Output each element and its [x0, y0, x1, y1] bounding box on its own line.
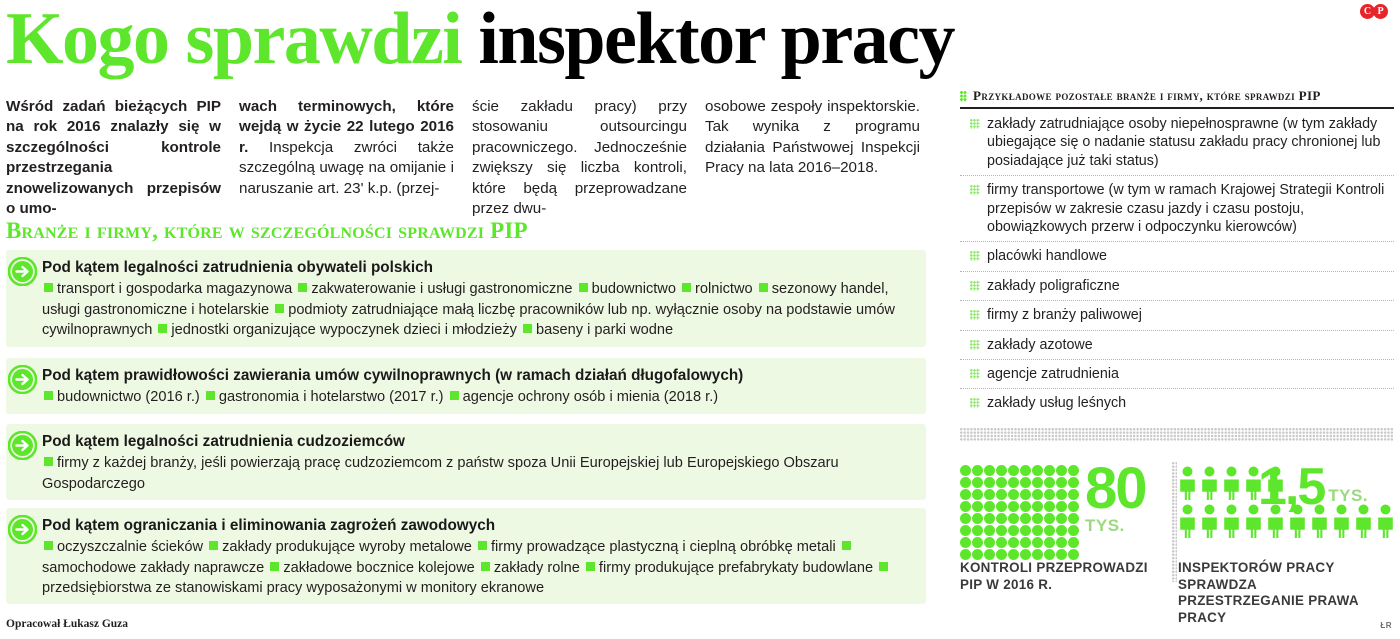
bullet-square-icon: [270, 562, 279, 571]
grid-dot: [972, 489, 983, 500]
sidebar-divider: [960, 107, 1394, 109]
grid-dot: [1020, 477, 1031, 488]
grid-dot: [972, 549, 983, 560]
grid-dot: [996, 465, 1007, 476]
panel-1-item-7: baseny i parki wodne: [536, 322, 674, 338]
grid-dot: [1008, 525, 1019, 536]
panel-4-heading: Pod kątem ograniczania i eliminowania zagrożeń zawodowych: [42, 517, 496, 534]
left-section-title: Branże i firmy, które w szczególności sprawdzi PIP: [6, 218, 528, 243]
bullet-square-icon: [206, 391, 215, 400]
arrow-right-icon: [8, 431, 37, 460]
credit-line: Opracował Łukasz Guza: [6, 618, 129, 630]
grid-dot: [996, 477, 1007, 488]
logo-p-icon: P: [1373, 4, 1388, 19]
grid-dot: [1056, 477, 1067, 488]
panel-1-item-4: sezonowy handel, usługi gastronomiczne i hotelarskie: [42, 281, 889, 318]
grid-dot: [960, 513, 971, 524]
grid-dot: [1068, 513, 1079, 524]
bullet-square-icon: [450, 391, 459, 400]
panel-1-item-3: rolnictwo: [695, 281, 753, 297]
grid-dot: [972, 477, 983, 488]
sidebar-list: [960, 110, 1394, 418]
bullet-square-icon: [579, 283, 588, 292]
list-item-label: zakłady azotowe: [987, 336, 1093, 353]
lede-col1-bold: Wśród zadań bieżących PIP na rok 2016 znalazły się w szczególności kontrole przestrzegania znowelizowanych przepisów o umo-: [6, 98, 221, 218]
grid-dot: [984, 513, 995, 524]
panel-4-item-4: zakładowe bocznice kolejowe: [283, 559, 475, 576]
list-item-label: zakłady zatrudniające osoby niepełnosprawne (w tym zakłady ubiegające się o nadanie statusu zakładu pracy chronionej lub posiadające już taki status): [987, 116, 1381, 169]
grid-dot: [1008, 489, 1019, 500]
grid-dot: [1056, 549, 1067, 560]
panel-4-item-2: firmy prowadzące plastyczną i cieplną obróbkę metali: [490, 539, 836, 555]
bullet-square-icon: [298, 283, 307, 292]
grid-dot: [1068, 549, 1079, 560]
person-icon: [1200, 504, 1219, 538]
stat-inspektorzy-value: 1,5: [1258, 458, 1325, 516]
grid-dot: [1056, 489, 1067, 500]
grid-dot: [1068, 501, 1079, 512]
dot-bullet-icon: [970, 119, 980, 129]
person-icon: [1178, 466, 1197, 500]
bullet-square-icon: [586, 562, 595, 571]
grid-dot: [960, 537, 971, 548]
grid-dot: [1032, 513, 1043, 524]
grid-dot: [1044, 477, 1055, 488]
lede-column-4: [705, 97, 920, 219]
panel-4-item-1: zakłady produkujące wyroby metalowe: [222, 539, 472, 555]
grid-dot: [972, 537, 983, 548]
page-title: [6, 0, 1336, 82]
grid-dot: [1056, 501, 1067, 512]
lede-col4-text: osobowe zespoły inspektorskie. Tak wynika z programu działania Państwowej Inspekcji Pracy na lata 2016–2018.: [705, 98, 920, 177]
dotted-marker-icon: [960, 91, 967, 102]
grid-dot: [1056, 513, 1067, 524]
person-icon: [1376, 504, 1395, 538]
grid-dot: [1032, 465, 1043, 476]
dot-bullet-icon: [970, 251, 980, 261]
dot-bullet-icon: [970, 310, 980, 320]
arrow-right-icon: [8, 515, 37, 544]
panel-2-item-0: budownictwo (2016 r.): [57, 389, 200, 405]
grid-dot: [1068, 537, 1079, 548]
grid-dot: [1020, 465, 1031, 476]
grid-dot: [960, 525, 971, 536]
bullet-square-icon: [275, 304, 284, 313]
grid-dot: [984, 501, 995, 512]
bullet-square-icon: [879, 562, 888, 571]
grid-dot: [1044, 465, 1055, 476]
panel-4-item-3: samochodowe zakłady naprawcze: [42, 559, 265, 576]
panel-3-items: [42, 453, 916, 494]
grid-dot: [996, 501, 1007, 512]
headline-black: inspektor pracy: [478, 0, 955, 80]
panel-umowy-cywilnoprawne: [6, 358, 926, 414]
grid-dot: [1008, 513, 1019, 524]
list-item: [960, 272, 1394, 301]
list-item-label: firmy transportowe (w tym w ramach Krajowej Strategii Kontroli przepisów w zakresie czasu jazdy i czasu postoju, obowiązkowych przerw i odpoczynku kierowców): [987, 182, 1385, 236]
panel-1-item-2: budownictwo: [591, 281, 676, 297]
intro-text: [6, 97, 932, 219]
grid-dot: [1008, 477, 1019, 488]
grid-dot: [960, 465, 971, 476]
person-icon: [1178, 504, 1197, 538]
list-item: [960, 176, 1394, 242]
grid-dot: [972, 465, 983, 476]
list-item: [960, 301, 1394, 330]
panel-4-item-7: przedsiębiorstwa ze stanowiskami pracy wyposażonymi w monitory ekranowe: [42, 580, 545, 596]
lede-col2-regular: Inspekcja zwróci także szczególną uwagę na omijanie i naruszanie art. 23' k.p. (przej-: [239, 138, 454, 197]
grid-dot: [1008, 537, 1019, 548]
dot-bullet-icon: [970, 398, 980, 408]
grid-dot: [1032, 549, 1043, 560]
panel-4-item-5: zakłady rolne: [493, 559, 580, 576]
bullet-square-icon: [44, 391, 53, 400]
dotted-band-divider: [960, 428, 1394, 441]
grid-dot: [1032, 537, 1043, 548]
stat-kontrole-unit: TYS.: [1085, 516, 1125, 535]
grid-dot: [1044, 525, 1055, 536]
panel-2-heading: Pod kątem prawidłowości zawierania umów cywilnoprawnych (w ramach działań długofalowych): [42, 367, 744, 384]
panel-1-item-5: podmioty zatrudniające małą liczbę pracowników lub np. wyłącznie osoby na podstawie umów cywilnoprawnych: [42, 301, 895, 338]
bullet-square-icon: [523, 324, 532, 333]
grid-dot: [972, 501, 983, 512]
panel-2-items: [42, 387, 916, 408]
panel-1-heading: Pod kątem legalności zatrudnienia obywateli polskich: [42, 259, 434, 276]
grid-dot: [1008, 501, 1019, 512]
list-item-label: zakłady usług leśnych: [987, 395, 1127, 412]
bullet-square-icon: [44, 283, 53, 292]
grid-dot: [984, 489, 995, 500]
stat-inspektorzy-number-block: [1258, 458, 1369, 516]
grid-dot: [1032, 525, 1043, 536]
grid-dot: [1020, 549, 1031, 560]
person-icon: [1222, 466, 1241, 500]
grid-dot: [1044, 537, 1055, 548]
stat-kontrole-caption: KONTROLI PRZEPROWADZI PIP W 2016 R.: [960, 560, 1148, 592]
panel-1-item-6: jednostki organizujące wypoczynek dzieci i młodzieży: [171, 322, 517, 338]
grid-dot: [1020, 513, 1031, 524]
grid-dot: [996, 537, 1007, 548]
grid-dot: [1068, 525, 1079, 536]
list-item-label: agencje zatrudnienia: [987, 366, 1119, 383]
list-item: [960, 331, 1394, 360]
grid-dot: [1068, 465, 1079, 476]
stat-kontrole: [960, 456, 1160, 626]
grid-dot: [984, 477, 995, 488]
stat-inspektorzy-unit: TYS.: [1328, 486, 1369, 505]
stat-inspektorzy-caption: INSPEKTORÓW PRACY SPRAWDZA PRZESTRZEGANIE PRAWA PRACY: [1178, 560, 1359, 625]
list-item-label: firmy z branży paliwowej: [987, 307, 1142, 324]
grid-dot: [1032, 489, 1043, 500]
list-item: [960, 242, 1394, 271]
panel-1-item-1: zakwaterowanie i usługi gastronomiczne: [311, 281, 573, 297]
grid-dot: [1056, 465, 1067, 476]
grid-dot: [1020, 525, 1031, 536]
stat-kontrole-number-block: [1085, 456, 1146, 536]
sidebar-title-row: [960, 88, 1394, 104]
panel-3-heading: Pod kątem legalności zatrudnienia cudzoziemców: [42, 433, 405, 450]
bullet-square-icon: [44, 457, 53, 466]
grid-dot: [972, 513, 983, 524]
sidebar-title: Przykładowe pozostałe branże i firmy, które sprawdzi PIP: [973, 88, 1321, 103]
lede-col3-text: ście zakładu pracy) przy stosowaniu outsourcingu pracowniczego. Jednocześnie zwiększy się liczba kontroli, które będą przeprowadzane przez dwu-: [472, 98, 687, 218]
list-item: [960, 389, 1394, 417]
designer-mark: ŁR: [1380, 621, 1392, 630]
panel-cudzoziemcy: [6, 424, 926, 500]
grid-dot: [1056, 537, 1067, 548]
dot-grid-icon: [960, 465, 1079, 560]
grid-dot: [1068, 477, 1079, 488]
grid-dot: [1032, 477, 1043, 488]
grid-dot: [1044, 489, 1055, 500]
lede-column-3: [472, 97, 687, 219]
grid-dot: [1020, 537, 1031, 548]
person-icon: [1200, 466, 1219, 500]
lede-column-2: [239, 97, 454, 219]
stat-kontrole-visual: [960, 456, 1160, 554]
stat-kontrole-value: 80: [1085, 456, 1146, 521]
grid-dot: [1020, 501, 1031, 512]
dot-bullet-icon: [970, 340, 980, 350]
dot-bullet-icon: [970, 281, 980, 291]
headline-green: Kogo sprawdzi: [6, 0, 462, 80]
grid-dot: [1044, 501, 1055, 512]
grid-dot: [984, 465, 995, 476]
grid-dot: [1020, 489, 1031, 500]
arrow-right-icon: [8, 365, 37, 394]
bullet-square-icon: [44, 541, 53, 550]
panel-2-item-1: gastronomia i hotelarstwo (2017 r.): [218, 389, 444, 405]
panel-zagrozenia-zawodowe: [6, 508, 926, 604]
grid-dot: [996, 525, 1007, 536]
list-item-label: zakłady poligraficzne: [987, 277, 1120, 294]
grid-dot: [960, 477, 971, 488]
panel-2-item-2: agencje ochrony osób i mienia (2018 r.): [462, 389, 719, 405]
grid-dot: [996, 549, 1007, 560]
panel-4-item-6: firmy produkujące prefabrykaty budowlane: [598, 559, 874, 576]
grid-dot: [984, 549, 995, 560]
person-icon: [1222, 504, 1241, 538]
grid-dot: [984, 525, 995, 536]
dot-bullet-icon: [970, 369, 980, 379]
list-item: [960, 360, 1394, 389]
panel-legalnosc-polacy: [6, 250, 926, 347]
grid-dot: [960, 501, 971, 512]
bullet-square-icon: [759, 283, 768, 292]
grid-dot: [960, 549, 971, 560]
publisher-logo: [1360, 4, 1394, 19]
panel-1-item-0: transport i gospodarka magazynowa: [57, 281, 293, 297]
grid-dot: [1008, 465, 1019, 476]
grid-dot: [1008, 549, 1019, 560]
panel-3-item-0: firmy z każdej branży, jeśli powierzają pracę cudzoziemcom z państw spoza Unii Europejskiej lub Europejskiego Obszaru Gospodarczego: [42, 455, 839, 492]
panel-4-item-0: oczyszczalnie ścieków: [57, 539, 203, 555]
sidebar: [960, 88, 1394, 441]
panel-1-items: [42, 279, 916, 341]
grid-dot: [1056, 525, 1067, 536]
list-item: [960, 110, 1394, 176]
arrow-right-icon: [8, 257, 37, 286]
grid-dot: [1044, 549, 1055, 560]
grid-dot: [1068, 489, 1079, 500]
bullet-square-icon: [842, 541, 851, 550]
bullet-square-icon: [481, 562, 490, 571]
bullet-square-icon: [682, 283, 691, 292]
list-item-label: placówki handlowe: [987, 248, 1108, 265]
lede-col2-bold: wach terminowych, które wejdą w życie 22 lutego 2016 r.: [239, 98, 454, 156]
logo-c-icon: C: [1360, 4, 1375, 19]
bullet-square-icon: [478, 541, 487, 550]
panel-4-items: [42, 537, 916, 599]
grid-dot: [972, 525, 983, 536]
grid-dot: [1044, 513, 1055, 524]
bullet-square-icon: [209, 541, 218, 550]
grid-dot: [960, 489, 971, 500]
grid-dot: [996, 489, 1007, 500]
grid-dot: [984, 537, 995, 548]
dot-bullet-icon: [970, 185, 980, 195]
grid-dot: [996, 513, 1007, 524]
grid-dot: [1032, 501, 1043, 512]
lede-column-1: [6, 97, 221, 219]
bullet-square-icon: [158, 324, 167, 333]
